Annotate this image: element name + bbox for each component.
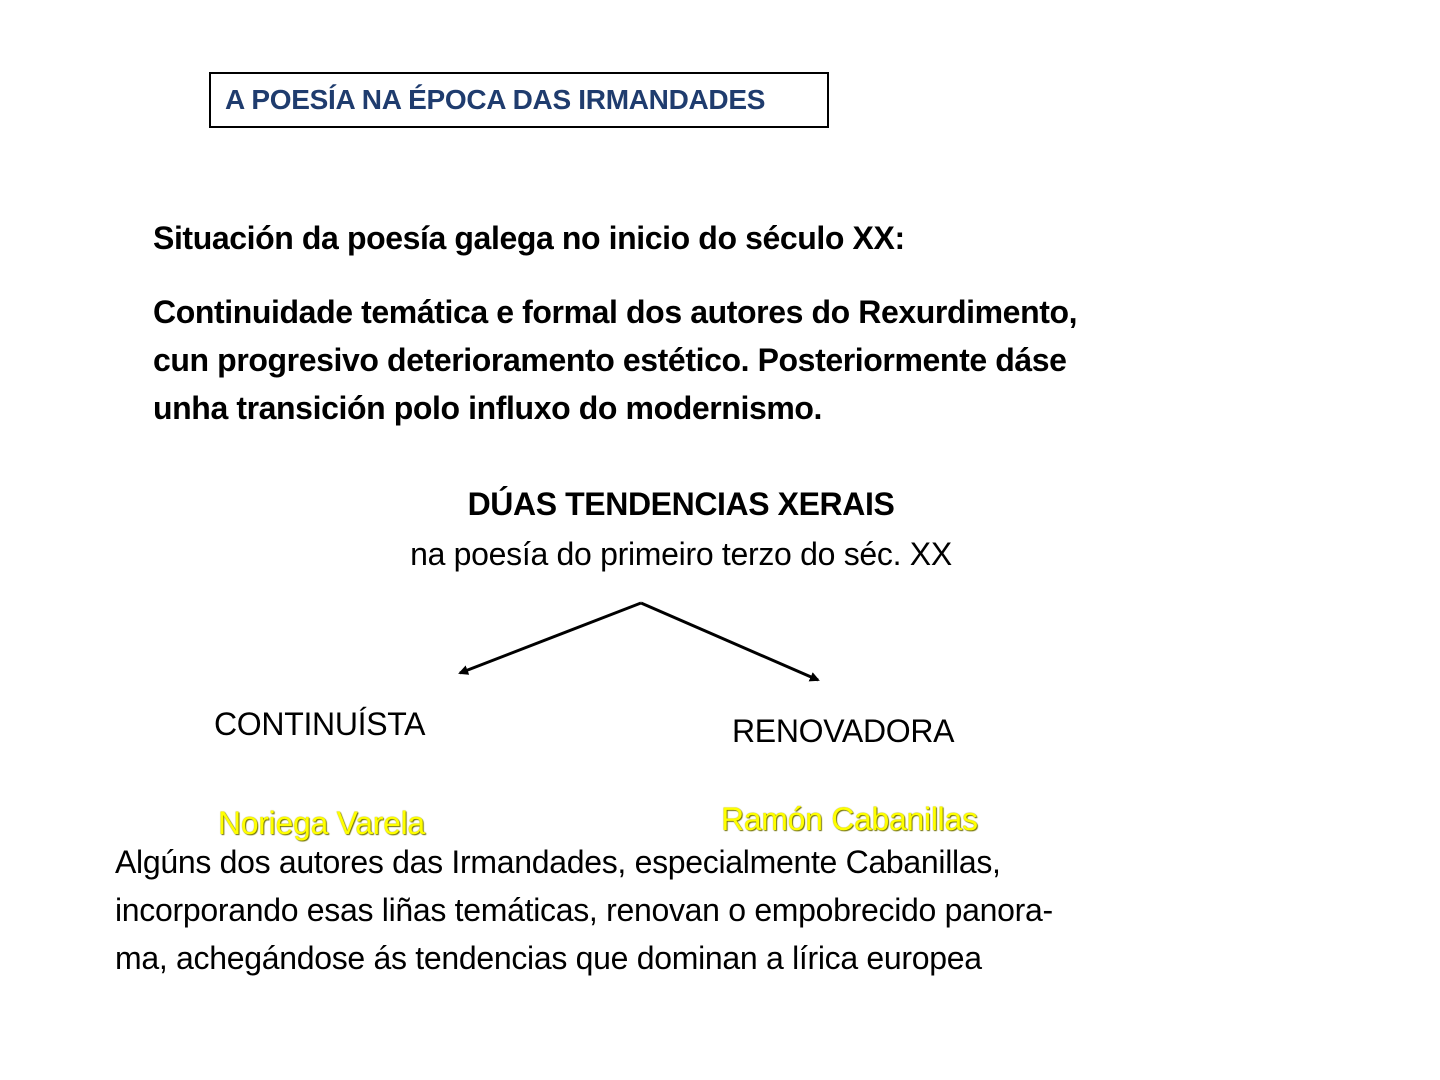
author-ramon-cabanillas: Ramón Cabanillas <box>721 801 978 837</box>
right-arrow <box>641 603 818 680</box>
conclusion-line: incorporando esas liñas temáticas, renovan o empobrecido panora- <box>115 892 1053 928</box>
conclusion-line: Algúns dos autores das Irmandades, especialmente Cabanillas, <box>115 844 1001 880</box>
paragraph-line: Continuidade temática e formal dos autores do Rexurdimento, <box>153 294 1078 330</box>
paragraph-line: cun progresivo deterioramento estético. Posteriormente dáse <box>153 342 1067 378</box>
slide-title: A POESÍA NA ÉPOCA DAS IRMANDADES <box>225 84 766 115</box>
tendencies-title: DÚAS TENDENCIAS XERAIS <box>467 486 895 522</box>
author-noriega-varela: Noriega Varela <box>218 805 425 841</box>
left-arrow <box>460 603 641 673</box>
conclusion-line: ma, achegándose ás tendencias que dominan a lírica europea <box>115 940 982 976</box>
situation-heading: Situación da poesía galega no inicio do século XX: <box>153 220 905 256</box>
renovadora-label: RENOVADORA <box>732 713 955 749</box>
paragraph-line: unha transición polo influxo do modernismo. <box>153 390 823 426</box>
tendencies-subtitle: na poesía do primeiro terzo do séc. XX <box>410 536 952 572</box>
conclusion-paragraph <box>115 838 1315 982</box>
continuista-label: CONTINUÍSTA <box>214 706 426 742</box>
